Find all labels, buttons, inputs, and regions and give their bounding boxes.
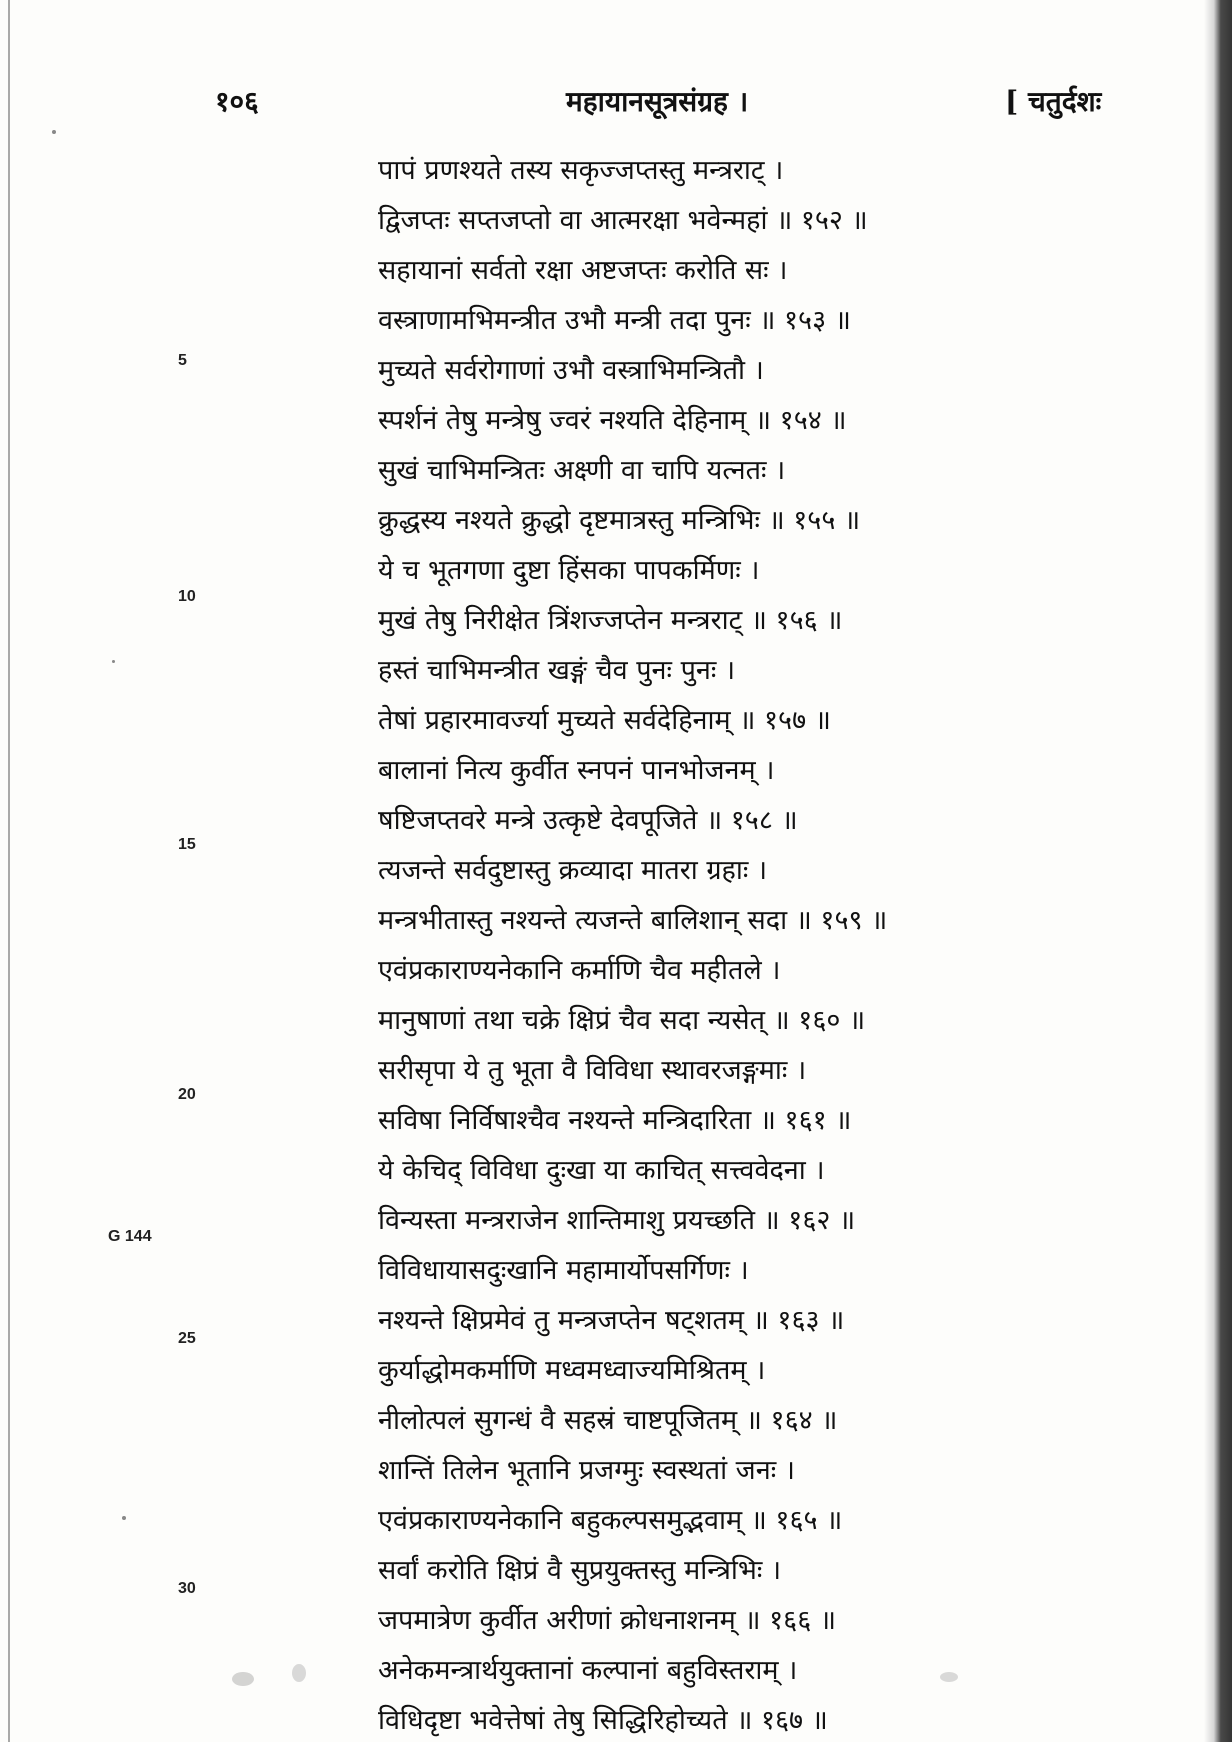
verse-line: मन्त्रभीतास्तु नश्यन्ते त्यजन्ते बालिशान् सदा ॥ १५९ ॥ [378,905,888,936]
verse-line: नश्यन्ते क्षिप्रमेवं तु मन्त्रजप्तेन षट्शतम् ॥ १६३ ॥ [378,1305,845,1336]
verse-line: वस्त्राणामभिमन्त्रीत उभौ मन्त्री तदा पुनः ॥ १५३ ॥ [378,305,851,336]
page-header [0,82,1232,122]
verse-line: मुखं तेषु निरीक्षेत त्रिंशज्जप्तेन मन्त्रराट् ॥ १५६ ॥ [378,605,843,636]
running-title: महायानसूत्रसंग्रह । [566,85,749,118]
verse-line: क्रुद्धस्य नश्यते क्रुद्धो दृष्टमात्रस्तु मन्त्रिभिः ॥ १५५ ॥ [378,505,861,536]
line-number-10: 10 [178,588,196,605]
verse-line: एवंप्रकाराण्यनेकानि कर्माणि चैव महीतले । [378,955,781,986]
scan-speck [52,130,56,134]
page-number: १०६ [215,85,259,118]
verse-line: सुखं चाभिमन्त्रितः अक्ष्णी वा चापि यत्नतः । [378,455,786,486]
verse-line: सरीसृपा ये तु भूता वै विविधा स्थावरजङ्गमाः । [378,1055,807,1086]
verse-line: सविषा निर्विषाश्चैव नश्यन्ते मन्त्रिदारिता ॥ १६१ ॥ [378,1105,852,1136]
scan-speck [122,1516,126,1520]
verse-line: कुर्याद्धोमकर्माणि मध्वमध्वाज्यमिश्रितम् । [378,1355,766,1386]
verse-line: एवंप्रकाराण्यनेकानि बहुकल्पसमुद्भवाम् ॥ १६५ ॥ [378,1505,843,1536]
verse-line: हस्तं चाभिमन्त्रीत खङ्गं चैव पुनः पुनः । [378,655,736,686]
verse-line: ये केचिद् विविधा दुःखा या काचित् सत्त्ववेदना । [378,1155,825,1186]
line-number-15: 15 [178,836,196,853]
verse-line: नीलोत्पलं सुगन्धं वै सहस्रं चाष्टपूजितम् ॥ १६४ ॥ [378,1405,838,1436]
line-number-20: 20 [178,1086,196,1103]
verse-line: द्विजप्तः सप्तजप्तो वा आत्मरक्षा भवेन्महां ॥ १५२ ॥ [378,205,868,236]
edition-reference: G 144 [108,1228,152,1245]
scan-speck [112,660,115,663]
verse-line: पापं प्रणश्यते तस्य सकृज्जप्तस्तु मन्त्रराट् । [378,155,784,186]
verse-line: विविधायासदुःखानि महामार्योपसर्गिणः । [378,1255,749,1286]
verse-line: मुच्यते सर्वरोगाणां उभौ वस्त्राभिमन्त्रितौ । [378,355,764,386]
verse-line: षष्टिजप्तवरे मन्त्रे उत्कृष्टे देवपूजिते ॥ १५८ ॥ [378,805,798,836]
line-number-30: 30 [178,1580,196,1597]
verse-line: बालानां नित्य कुर्वीत स्नपनं पानभोजनम् । [378,755,775,786]
verse-line: सहायानां सर्वतो रक्षा अष्टजप्तः करोति सः । [378,255,788,286]
chapter-marker: [ चतुर्दशः [1005,85,1102,118]
line-number-5: 5 [178,352,187,369]
verse-line: सर्वां करोति क्षिप्रं वै सुप्रयुक्तस्तु मन्त्रिभिः । [378,1555,782,1586]
verse-line: तेषां प्रहारमावर्ज्या मुच्यते सर्वदेहिनाम् ॥ १५७ ॥ [378,705,831,736]
verse-line: त्यजन्ते सर्वदुष्टास्तु क्रव्यादा मातरा ग्रहाः । [378,855,768,886]
page-left-rule [8,0,10,1742]
verse-line: अनेकमन्त्रार्थयुक्तानां कल्पानां बहुविस्तराम् । [378,1655,798,1686]
verse-line: जपमात्रेण कुर्वीत अरीणां क्रोधनाशनम् ॥ १६६ ॥ [378,1605,837,1636]
verse-line: शान्तिं तिलेन भूतानि प्रजग्मुः स्वस्थतां जनः । [378,1455,795,1486]
line-number-25: 25 [178,1330,196,1347]
scan-smudge [940,1672,958,1682]
scan-smudge [292,1664,306,1682]
verse-line: विन्यस्ता मन्त्रराजेन शान्तिमाशु प्रयच्छति ॥ १६२ ॥ [378,1205,856,1236]
verse-line: स्पर्शनं तेषु मन्त्रेषु ज्वरं नश्यति देहिनाम् ॥ १५४ ॥ [378,405,847,436]
page-binding-edge [1204,0,1232,1742]
verse-line: विधिदृष्टा भवेत्तेषां तेषु सिद्धिरिहोच्यते ॥ १६७ ॥ [378,1705,828,1736]
scan-smudge [232,1672,254,1686]
verse-line: मानुषाणां तथा चक्रे क्षिप्रं चैव सदा न्यसेत् ॥ १६० ॥ [378,1005,866,1036]
verse-block [378,146,1018,1746]
verse-line: ये च भूतगणा दुष्टा हिंसका पापकर्मिणः । [378,555,760,586]
